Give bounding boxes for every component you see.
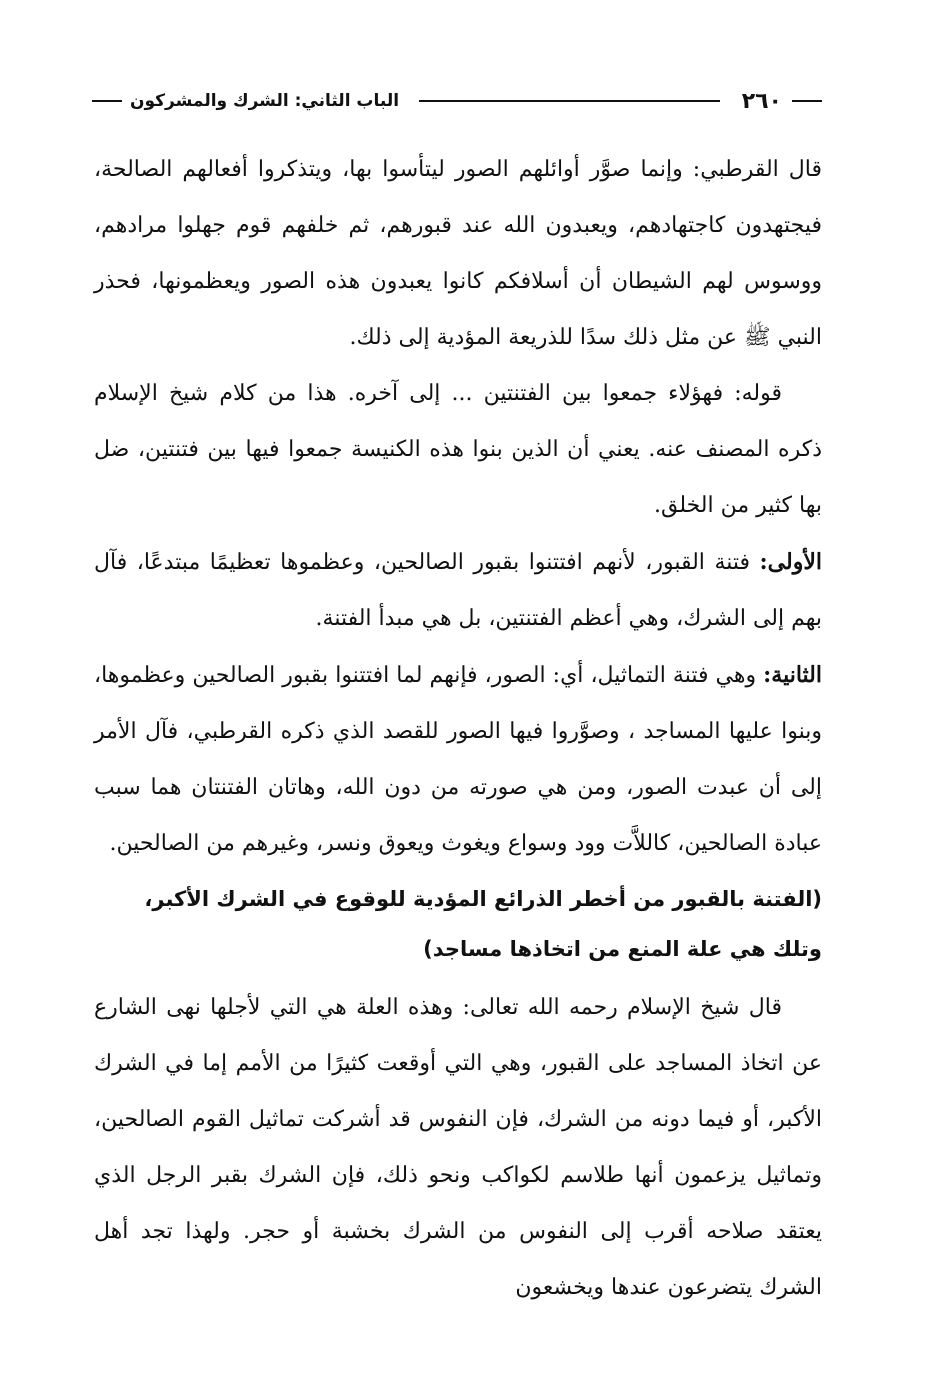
- second-fitna-label: الثانية:: [763, 662, 822, 688]
- paragraph-commentary: قوله: فهؤلاء جمعوا بين الفتنتين ... إلى آخره. هذا من كلام شيخ الإسلام ذكره المصنف عنه. يعني أن الذين بنوا هذه الكنيسة جمعوا فيها بين فتنتين، ضل بها كثير من الخلق.: [94, 381, 822, 518]
- paragraph-qurtubi: قال القرطبي: وإنما صوَّر أوائلهم الصور ليتأسوا بها، ويتذكروا أفعالهم الصالحة، فيجتهدون كاجتهادهم، ويعبدون الله عند قبورهم، ثم خلفهم قوم جهلوا مرادهم، ووسوس لهم الشيطان أن أسلافكم كانوا يعبدون هذه الصور ويعظمونها، فحذر النبي ﷺ عن مثل ذلك سدًا للذريعة المؤدية إلى ذلك.: [94, 157, 822, 350]
- first-fitna-label: الأولى:: [759, 549, 822, 575]
- header-rule: [419, 100, 720, 102]
- header-dash-right: [792, 100, 822, 102]
- running-header: [92, 86, 822, 116]
- chapter-title: الباب الثاني: الشرك والمشركون: [130, 91, 400, 111]
- second-fitna-text: وهي فتنة التماثيل، أي: الصور، فإنهم لما افتتنوا بقبور الصالحين وعظموها، وبنوا عليها المساجد ، وصوَّروا فيها الصور للقصد الذي ذكره القرطبي، فآل الأمر إلى أن عبدت الصور، ومن هي صورته من دون الله، وهاتان الفتنتان هما سبب عبادة الصالحين، كاللاَّت وود وسواع ويغوث ويعوق ونسر، وغيرهم من الصالحين.: [94, 663, 822, 856]
- first-fitna-text: فتنة القبور، لأنهم افتتنوا بقبور الصالحين، وعظموها تعظيمًا مبتدعًا، فآل بهم إلى الشرك، وهي أعظم الفتنتين، بل هي مبدأ الفتنة.: [94, 550, 822, 631]
- paragraph-ibn-taymiyya: قال شيخ الإسلام رحمه الله تعالى: وهذه العلة هي التي لأجلها نهى الشارع عن اتخاذ المساجد على القبور، وهي التي أوقعت كثيرًا من الأمم إما في الشرك الأكبر، أو فيما دونه من الشرك، فإن النفوس قد أشركت تماثيل القوم الصالحين، وتماثيل يزعمون أنها طلاسم لكواكب ونحو ذلك، فإن الشرك بقبر الرجل الذي يعتقد صلاحه أقرب إلى النفوس من الشرك بخشبة أو حجر. ولهذا تجد أهل الشرك يتضرعون عندها ويخشعون: [94, 995, 822, 1300]
- paragraph-second-fitna: [94, 647, 822, 872]
- paragraph-first-fitna: [94, 534, 822, 647]
- header-dash-left: [92, 100, 122, 102]
- page-body: [94, 142, 822, 1316]
- section-heading: (الفتنة بالقبور من أخطر الذرائع المؤدية للوقوع في الشرك الأكبر، وتلك هي علة المنع من اتخاذها مساجد): [144, 887, 822, 961]
- page-number: ٢٦٠: [741, 88, 782, 114]
